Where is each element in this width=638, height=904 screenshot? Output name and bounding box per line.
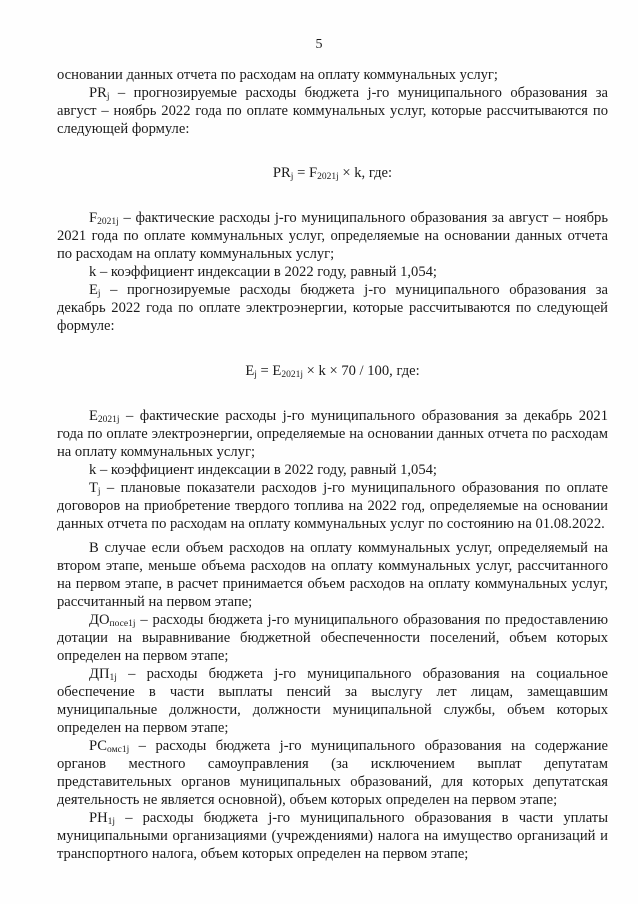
text-run: PR xyxy=(89,85,107,101)
text-run: PR xyxy=(272,165,291,181)
text-run: E xyxy=(89,282,98,298)
paragraph xyxy=(57,66,608,84)
paragraph xyxy=(57,263,608,281)
text-run: В случае если объем расходов на оплату коммунальных услуг, определяемый на втором этапе, меньше объема расходов на оплату коммунальных услуг, рассчитанного на первом этапе, в расчет принимается объем расходов на оплату коммунальных услуг, рассчитанный на первом этапе; xyxy=(57,540,608,610)
subscript: 2021j xyxy=(97,415,120,425)
paragraph xyxy=(57,539,608,611)
text-run: E xyxy=(245,363,255,379)
subscript: посе1j xyxy=(109,619,136,629)
subscript: 2021j xyxy=(281,370,303,380)
text-run: × k, где: xyxy=(338,165,393,181)
paragraph xyxy=(57,209,608,263)
subscript: j xyxy=(106,92,110,102)
text-run: E xyxy=(89,408,98,424)
subscript: омс1j xyxy=(107,745,130,755)
text-run: – расходы бюджета j-го муниципального образования на содержание органов местного самоуправления (за исключением выплат депутатам представительных органов муниципальных образований, для которых депутатская деятельность не является основной), объем которых определен на первом этапе; xyxy=(57,738,608,808)
text-run: ДП xyxy=(89,666,110,682)
paragraph xyxy=(57,611,608,665)
text-run: × k × 70 / 100, где: xyxy=(302,363,420,379)
subscript: j xyxy=(97,487,101,497)
paragraph xyxy=(57,407,608,461)
subscript: 2021j xyxy=(317,172,339,182)
text-run: – плановые показатели расходов j-го муниципального образования по оплате договоров на приобретение твердого топлива на 2022 год, определяемые на основании данных отчета по расходам на оплату коммунальных услуг по состоянию на 01.08.2022. xyxy=(57,480,608,532)
subscript: j xyxy=(97,289,101,299)
text-run: – расходы бюджета j-го муниципального образования на социальное обеспечение в части выплаты пенсий за выслугу лет лицам, замещавшим муниципальные должности, должности муниципальной службы, объем которых определен на первом этапе; xyxy=(57,666,608,736)
text-run: – фактические расходы j-го муниципального образования за декабрь 2021 года по оплате электроэнергии, определяемые на основании данных отчета по расходам на оплату коммунальных услуг; xyxy=(57,408,608,460)
paragraph xyxy=(57,479,608,533)
formula xyxy=(57,362,608,380)
subscript: 2021j xyxy=(97,217,119,227)
document-body xyxy=(57,66,608,863)
text-run: k – коэффициент индексации в 2022 году, равный 1,054; xyxy=(89,264,437,280)
text-run: – расходы бюджета j-го муниципального образования в части уплаты муниципальными организациями (учреждениями) налога на имущество организаций и транспортного налога, объем которых определен на первом этапе; xyxy=(57,810,608,862)
text-run: РН xyxy=(89,810,108,826)
text-run: ДО xyxy=(89,612,110,628)
text-run: – прогнозируемые расходы бюджета j-го муниципального образования за август – ноябрь 2022 года по оплате коммунальных услуг, которые рассчитываются по следующей формуле: xyxy=(57,85,608,137)
page-number: 5 xyxy=(315,37,323,52)
text-run: T xyxy=(89,480,98,496)
paragraph xyxy=(57,737,608,809)
paragraph xyxy=(57,281,608,335)
text-run: F xyxy=(89,210,98,226)
text-run: – фактические расходы j-го муниципального образования за август – ноябрь 2021 года по оплате коммунальных услуг, определяемые на основании данных отчета по расходам на оплату коммунальных услуг; xyxy=(57,210,608,262)
text-run: – расходы бюджета j-го муниципального образования по предоставлению дотации на выравнивание бюджетной обеспеченности поселений, объем которых определен на первом этапе; xyxy=(57,612,608,664)
subscript: 1j xyxy=(107,817,116,827)
text-run: – прогнозируемые расходы бюджета j-го муниципального образования за декабрь 2022 года по оплате электроэнергии, которые рассчитываются по следующей формуле: xyxy=(57,282,608,334)
text-run: РС xyxy=(89,738,108,754)
text-run: основании данных отчета по расходам на оплату коммунальных услуг; xyxy=(57,67,498,83)
paragraph xyxy=(57,461,608,479)
subscript: j xyxy=(254,370,257,380)
subscript: j xyxy=(290,172,294,182)
text-run: = F xyxy=(293,165,318,181)
paragraph xyxy=(57,84,608,138)
paragraph xyxy=(57,665,608,737)
text-run: k – коэффициент индексации в 2022 году, равный 1,054; xyxy=(89,462,437,478)
formula xyxy=(57,164,608,182)
text-run: = E xyxy=(256,363,282,379)
paragraph xyxy=(57,809,608,863)
subscript: 1j xyxy=(109,673,117,683)
